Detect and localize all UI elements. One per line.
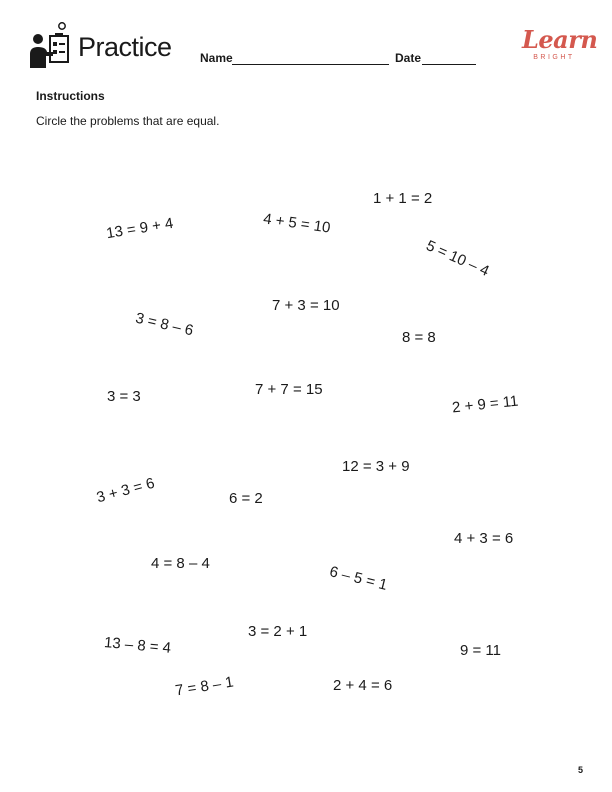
page-number: 5 bbox=[578, 765, 584, 775]
date-label: Date bbox=[395, 51, 422, 65]
problem[interactable]: 8 = 8 bbox=[402, 329, 436, 346]
problem[interactable]: 2 + 4 = 6 bbox=[333, 677, 393, 694]
instructions-text: Circle the problems that are equal. bbox=[36, 114, 220, 128]
problem[interactable]: 3 + 3 = 6 bbox=[94, 474, 157, 507]
problem[interactable]: 6 = 2 bbox=[229, 490, 263, 507]
problem[interactable]: 4 + 3 = 6 bbox=[454, 530, 514, 547]
problem[interactable]: 13 – 8 = 4 bbox=[103, 634, 172, 657]
problem[interactable]: 3 = 2 + 1 bbox=[248, 623, 308, 640]
logo-subtitle: BRIGHT bbox=[533, 54, 575, 61]
problem[interactable]: 6 – 5 = 1 bbox=[327, 563, 389, 594]
page-title: Practice bbox=[78, 32, 172, 62]
problem[interactable]: 7 + 7 = 15 bbox=[255, 381, 323, 398]
problem[interactable]: 12 = 3 + 9 bbox=[342, 458, 410, 475]
learn-bright-logo bbox=[522, 25, 598, 61]
logo-word: Learn bbox=[522, 25, 598, 54]
problem[interactable]: 7 = 8 – 1 bbox=[174, 673, 235, 700]
name-field[interactable] bbox=[232, 64, 389, 65]
teacher-clipboard-icon bbox=[28, 22, 76, 70]
date-field[interactable] bbox=[422, 64, 476, 65]
problem[interactable]: 7 + 3 = 10 bbox=[272, 297, 340, 314]
problem[interactable]: 5 = 10 – 4 bbox=[423, 237, 492, 280]
instructions-heading: Instructions bbox=[36, 89, 105, 103]
problem[interactable]: 3 = 3 bbox=[107, 388, 141, 405]
problem[interactable]: 2 + 9 = 11 bbox=[451, 392, 520, 417]
problem[interactable]: 13 = 9 + 4 bbox=[105, 214, 175, 243]
name-label: Name bbox=[200, 51, 233, 65]
problem[interactable]: 4 + 5 = 10 bbox=[262, 210, 332, 237]
problem[interactable]: 3 = 8 – 6 bbox=[133, 309, 195, 340]
problem[interactable]: 1 + 1 = 2 bbox=[373, 190, 433, 207]
problem[interactable]: 4 = 8 – 4 bbox=[151, 555, 210, 572]
problem[interactable]: 9 = 11 bbox=[460, 642, 502, 659]
